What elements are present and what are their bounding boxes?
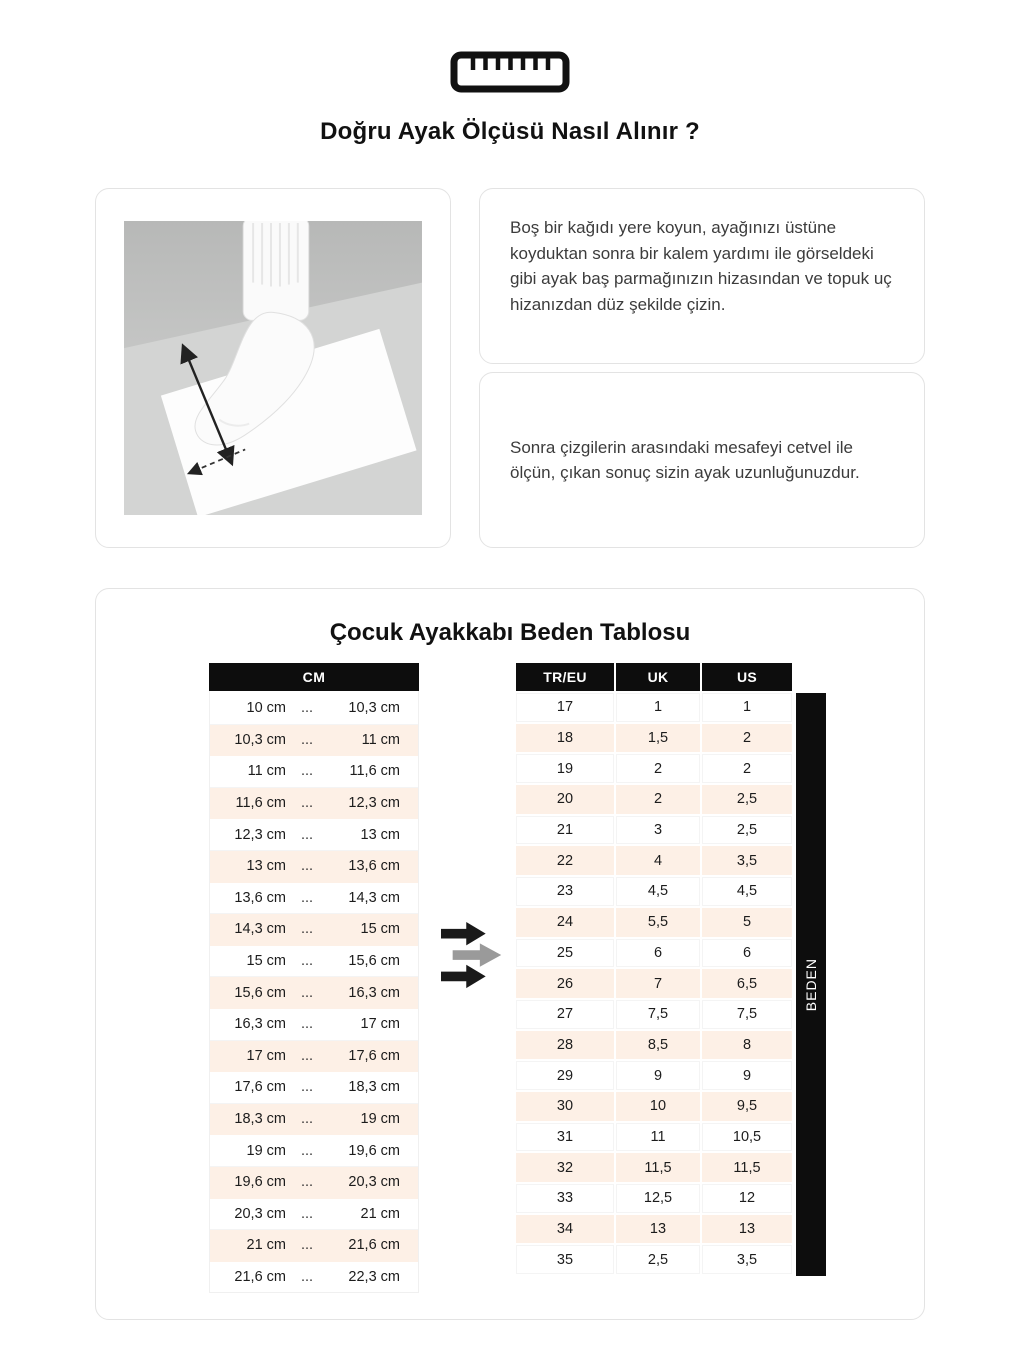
size-cell: 18 [516,724,614,753]
size-table-body [516,693,792,1274]
table-cell: 13 cm [246,858,286,875]
size-cell: 28 [516,1031,614,1060]
size-cell: 2 [702,754,792,783]
size-table-header [516,663,792,691]
size-cell: 2,5 [702,785,792,814]
table-row [210,1104,418,1136]
table-cell: 10 cm [246,700,286,717]
table-cell: 16,3 cm [234,1016,286,1033]
ruler-icon [0,0,1020,94]
size-cell: 10 [616,1092,700,1121]
cm-table [209,663,419,1293]
size-cell: 31 [516,1123,614,1152]
table-cell: 19 cm [360,1111,400,1128]
size-table [516,663,792,1274]
table-cell: 17 cm [360,1016,400,1033]
table-cell: 10,3 cm [234,731,286,748]
table-row [210,1072,418,1104]
table-cell: 14,3 cm [348,889,400,906]
size-cell: 22 [516,846,614,875]
table-cell: ... [300,795,314,812]
table-cell: ... [300,984,314,1001]
size-cell: 12 [702,1184,792,1213]
table-cell: ... [300,1205,314,1222]
size-cell: 2,5 [702,816,792,845]
table-row [210,1009,418,1041]
table-cell: 17 cm [246,1047,286,1064]
table-row [210,756,418,788]
size-cell: 21 [516,816,614,845]
table-cell: 21 cm [360,1205,400,1222]
size-cell: 11 [616,1123,700,1152]
size-cell: 25 [516,939,614,968]
table-cell: 22,3 cm [348,1268,400,1285]
size-chart-tables [96,663,924,1303]
conversion-arrows-icon [441,919,509,995]
size-cell: 12,5 [616,1184,700,1213]
size-cell: 9 [616,1061,700,1090]
table-row [210,1262,418,1293]
size-chart-card [95,588,925,1320]
table-cell: 19,6 cm [234,1174,286,1191]
size-cell: 17 [516,693,614,722]
size-cell: 7,5 [702,1000,792,1029]
size-cell: 30 [516,1092,614,1121]
size-cell: 5,5 [616,908,700,937]
table-cell: 16,3 cm [348,984,400,1001]
table-row [210,819,418,851]
size-cell: 6 [702,939,792,968]
table-cell: ... [300,953,314,970]
table-row [210,1041,418,1073]
instruction-step-2: Sonra çizgilerin arasındaki mesafeyi cetvel ile ölçün, çıkan sonuç sizin ayak uzunluğunuzdur. [510,437,860,482]
size-cell: 24 [516,908,614,937]
instruction-step-1: Boş bir kağıdı yere koyun, ayağınızı üstüne koyduktan sonra bir kalem yardımı ile görseldeki gibi ayak baş parmağınızın hizasından ve topuk uç hizanızdan düz şekilde çizin. [510,218,892,314]
beden-label: BEDEN [803,957,819,1012]
table-cell: 15 cm [246,953,286,970]
size-cell: 7,5 [616,1000,700,1029]
table-cell: ... [300,826,314,843]
table-cell: 12,3 cm [234,826,286,843]
photo-card [95,188,451,548]
table-cell: 12,3 cm [348,795,400,812]
table-cell: 10,3 cm [348,700,400,717]
size-cell: 7 [616,969,700,998]
instruction-cards [479,188,925,548]
size-cell: 1 [702,693,792,722]
size-cell: 23 [516,877,614,906]
size-cell: 35 [516,1245,614,1274]
size-cell: 19 [516,754,614,783]
size-cell: 1 [616,693,700,722]
table-cell: 14,3 cm [234,921,286,938]
size-cell: 8 [702,1031,792,1060]
size-cell: 10,5 [702,1123,792,1152]
size-cell: 4 [616,846,700,875]
instruction-card-2 [479,372,925,548]
table-cell: 17,6 cm [348,1047,400,1064]
size-cell: 33 [516,1184,614,1213]
table-cell: 15 cm [360,921,400,938]
table-cell: ... [300,1016,314,1033]
table-cell: ... [300,700,314,717]
size-cell: 27 [516,1000,614,1029]
table-cell: 13,6 cm [234,889,286,906]
table-row [210,851,418,883]
table-cell: ... [300,731,314,748]
table-cell: ... [300,763,314,780]
table-cell: ... [300,1142,314,1159]
table-cell: ... [300,1268,314,1285]
size-table-header-uk: UK [616,663,700,691]
cm-table-header: CM [209,663,419,691]
table-row [210,788,418,820]
size-cell: 3 [616,816,700,845]
table-cell: 18,3 cm [234,1111,286,1128]
table-cell: 19 cm [246,1142,286,1159]
instructions-section [95,188,925,548]
table-row [210,883,418,915]
table-cell: 15,6 cm [234,984,286,1001]
table-cell: ... [300,921,314,938]
table-row [210,1230,418,1262]
table-row [210,1135,418,1167]
table-cell: ... [300,1047,314,1064]
table-row [210,1167,418,1199]
table-cell: 15,6 cm [348,953,400,970]
cm-table-body [210,693,418,1292]
size-chart-title: Çocuk Ayakkabı Beden Tablosu [329,619,691,646]
table-row [210,693,418,725]
size-cell: 26 [516,969,614,998]
table-cell: 21,6 cm [348,1237,400,1254]
size-cell: 5 [702,908,792,937]
size-cell: 13 [616,1215,700,1244]
table-cell: 20,3 cm [234,1205,286,1222]
table-row [210,1199,418,1231]
table-row [210,914,418,946]
table-cell: ... [300,858,314,875]
size-cell: 13 [702,1215,792,1244]
instruction-card-1 [479,188,925,364]
size-cell: 2 [616,785,700,814]
table-cell: 21,6 cm [234,1268,286,1285]
table-cell: ... [300,1111,314,1128]
table-cell: 11,6 cm [235,795,286,812]
foot-measurement-illustration [124,221,422,515]
size-cell: 1,5 [616,724,700,753]
size-cell: 11,5 [616,1153,700,1182]
size-cell: 9,5 [702,1092,792,1121]
table-cell: 20,3 cm [348,1174,400,1191]
size-cell: 2,5 [616,1245,700,1274]
size-cell: 8,5 [616,1031,700,1060]
size-cell: 34 [516,1215,614,1244]
size-table-header-tr-eu: TR/EU [516,663,614,691]
beden-bar [796,693,826,1276]
size-cell: 3,5 [702,846,792,875]
size-cell: 4,5 [702,877,792,906]
table-row [210,946,418,978]
table-cell: 13 cm [360,826,400,843]
table-cell: 21 cm [246,1237,286,1254]
size-cell: 6 [616,939,700,968]
table-cell: 13,6 cm [348,858,400,875]
size-cell: 9 [702,1061,792,1090]
size-cell: 20 [516,785,614,814]
page-title: Doğru Ayak Ölçüsü Nasıl Alınır ? [320,118,700,145]
table-cell: ... [300,889,314,906]
size-cell: 2 [702,724,792,753]
table-row [210,725,418,757]
size-table-header-us: US [702,663,792,691]
size-cell: 11,5 [702,1153,792,1182]
table-cell: 17,6 cm [234,1079,286,1096]
size-cell: 4,5 [616,877,700,906]
size-cell: 3,5 [702,1245,792,1274]
size-cell: 29 [516,1061,614,1090]
table-cell: 18,3 cm [348,1079,400,1096]
table-cell: ... [300,1079,314,1096]
table-cell: 11,6 cm [349,763,400,780]
table-cell: ... [300,1174,314,1191]
size-cell: 32 [516,1153,614,1182]
table-cell: 11 cm [361,731,400,748]
table-cell: ... [300,1237,314,1254]
size-cell: 6,5 [702,969,792,998]
table-cell: 11 cm [247,763,286,780]
table-cell: 19,6 cm [348,1142,400,1159]
size-cell: 2 [616,754,700,783]
table-row [210,977,418,1009]
